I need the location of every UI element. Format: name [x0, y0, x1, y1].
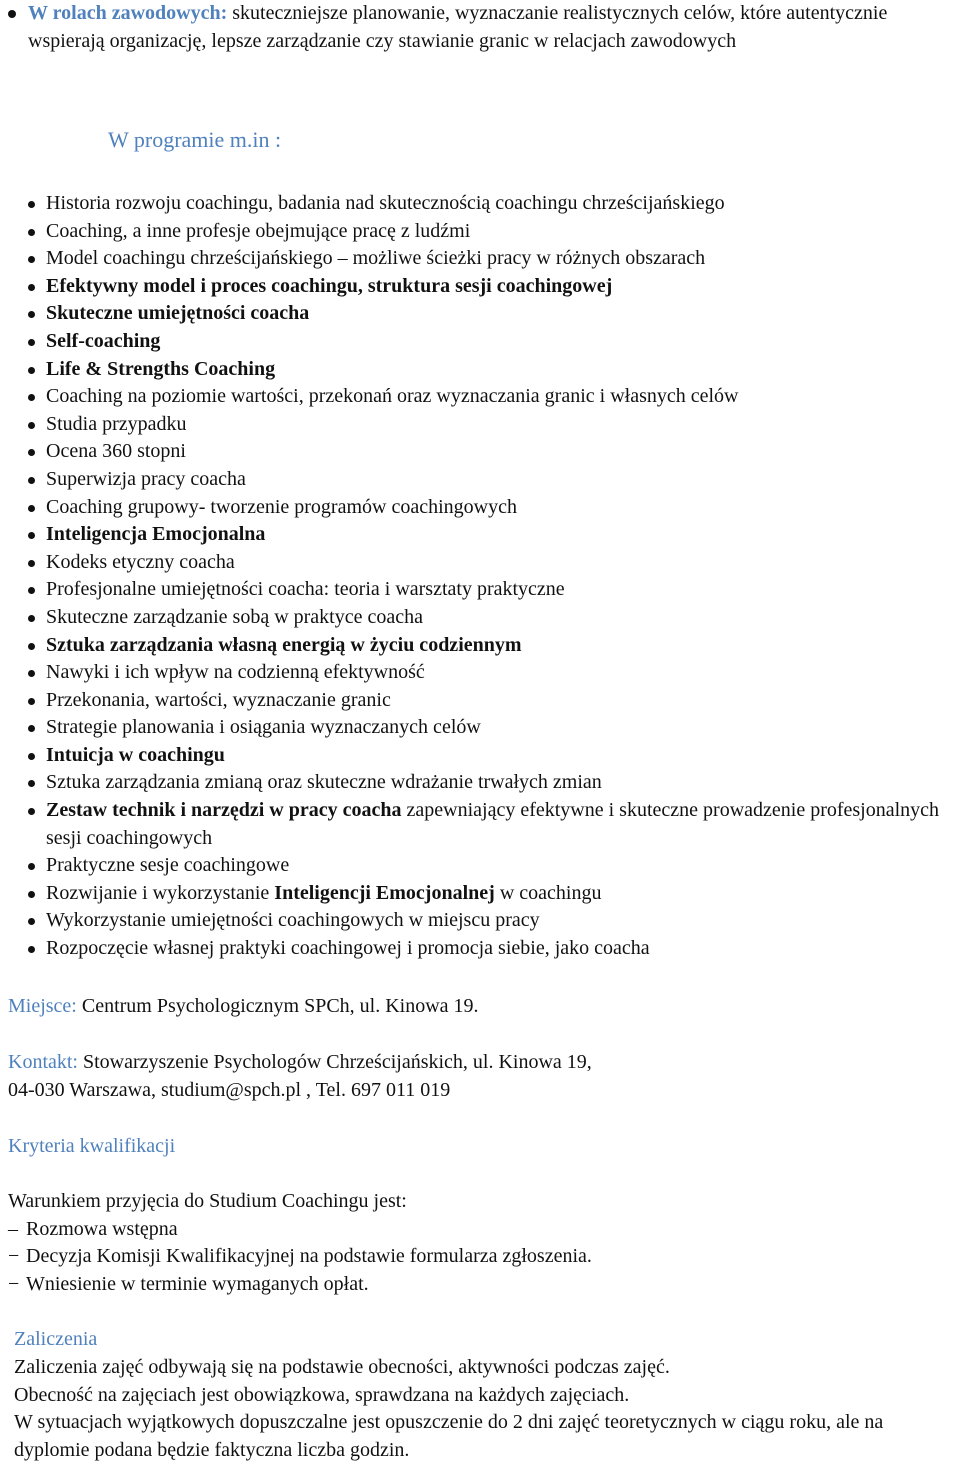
list-item-text: Profesjonalne umiejętności coacha: teoria i warsztaty praktyczne [46, 578, 565, 601]
list-item [0, 907, 960, 935]
bullet-dot-icon [28, 753, 35, 760]
kontakt-line1: Stowarzyszenie Psychologów Chrześcijańskich, ul. Kinowa 19, [78, 1051, 592, 1073]
zaliczenia-line: Zaliczenia zajęć odbywają się na podstawie obecności, aktywności podczas zajęć. [14, 1356, 670, 1378]
list-item-text: Model coachingu chrześcijańskiego – możliwe ścieżki pracy w różnych obszarach [46, 247, 706, 270]
bullet-dot-icon [28, 560, 35, 567]
dash-marker: − [8, 1245, 20, 1268]
list-item [0, 494, 960, 522]
list-item-text: Ocena 360 stopni [46, 440, 186, 463]
list-item-text: Coaching, a inne profesje obejmujące pracę z ludźmi [46, 219, 471, 242]
intro-text: skuteczniejsze planowanie, wyznaczanie realistycznych celów, które autentycznie wspierają organizację, lepsze zarządzanie czy stawianie granic w relacjach zawodowych [28, 2, 888, 52]
kontakt-paragraph [8, 1049, 948, 1104]
bullet-dot-icon [28, 449, 35, 456]
intro-bullet-item [8, 0, 960, 55]
list-item [0, 328, 960, 356]
list-item [0, 273, 960, 301]
list-item [0, 356, 960, 384]
bullet-dot-icon [28, 477, 35, 484]
list-item [0, 742, 960, 770]
list-item [0, 714, 960, 742]
list-item [0, 521, 960, 549]
kryteria-item [8, 1216, 948, 1244]
list-item-text: zapewniający efektywne i skuteczne prowadzenie profesjonalnych sesji coachingowych [46, 799, 940, 849]
zaliczenia-block [14, 1354, 894, 1464]
list-item [0, 245, 960, 273]
list-item [0, 935, 960, 963]
kryteria-heading: Kryteria kwalifikacji [8, 1135, 176, 1157]
list-item-text: Skuteczne umiejętności coacha [46, 302, 310, 325]
bullet-dot-icon [28, 863, 35, 870]
bullet-dot-icon [28, 725, 35, 732]
list-item-text: w coachingu [494, 881, 602, 904]
list-item-text: Strategie planowania i osiągania wyznaczanych celów [46, 716, 481, 739]
list-item [0, 218, 960, 246]
list-item [0, 411, 960, 439]
list-item-text: Life & Strengths Coaching [46, 357, 276, 380]
list-item-text: Sztuka zarządzania zmianą oraz skuteczne wdrażanie trwałych zmian [46, 771, 602, 794]
bullet-dot-icon [28, 505, 35, 512]
miejsce-paragraph [8, 993, 948, 1021]
list-item-text: Wykorzystanie umiejętności coachingowych w miejscu pracy [46, 909, 540, 932]
list-item [0, 604, 960, 632]
miejsce-label: Miejsce: [8, 995, 77, 1017]
list-item-text: Intuicja w coachingu [46, 743, 225, 766]
dash-marker: − [8, 1272, 20, 1295]
list-item-text: Efektywny model i proces coachingu, struktura sesji coachingowej [46, 274, 613, 297]
kryteria-item [8, 1271, 948, 1299]
kryteria-item-text: Decyzja Komisji Kwalifikacyjnej na podstawie formularza zgłoszenia. [26, 1245, 592, 1268]
program-list [0, 190, 960, 963]
list-item-text: Coaching na poziomie wartości, przekonań oraz wyznaczania granic i własnych celów [46, 385, 739, 408]
list-item [0, 797, 960, 852]
list-item-text: Rozpoczęcie własnej praktyki coachingowej i promocja siebie, jako coacha [46, 937, 650, 960]
bullet-dot-icon [28, 532, 35, 539]
list-item [0, 852, 960, 880]
list-item [0, 438, 960, 466]
kontakt-line2: 04-030 Warszawa, studium@spch.pl , Tel. 697 011 019 [8, 1078, 451, 1101]
bullet-dot-icon [28, 891, 35, 898]
list-item-text: Coaching grupowy- tworzenie programów coachingowych [46, 495, 517, 518]
list-item [0, 632, 960, 660]
list-item-text: Rozwijanie i wykorzystanie [46, 881, 275, 904]
list-item [0, 190, 960, 218]
list-item-text: Superwizja pracy coacha [46, 467, 246, 490]
list-item [0, 769, 960, 797]
list-item [0, 687, 960, 715]
list-item-text: Studia przypadku [46, 412, 187, 435]
bullet-dot-icon [28, 587, 35, 594]
list-item-text: Sztuka zarządzania własną energią w życiu codziennym [46, 633, 522, 656]
zaliczenia-line: Obecność na zajęciach jest obowiązkowa, sprawdzana na każdych zajęciach. [14, 1383, 630, 1406]
kryteria-item-text: Wniesienie w terminie wymaganych opłat. [26, 1272, 369, 1295]
bullet-dot-icon [28, 780, 35, 787]
list-item-text: Nawyki i ich wpływ na codzienną efektywność [46, 661, 425, 684]
list-item [0, 300, 960, 328]
bullet-dot-icon [28, 201, 35, 208]
bullet-dot-icon [28, 615, 35, 622]
kryteria-block [8, 1188, 948, 1298]
program-heading: W programie m.in : [108, 127, 282, 152]
list-item [0, 549, 960, 577]
bullet-dot-icon [28, 808, 35, 815]
list-item [0, 659, 960, 687]
bullet-dot-icon [28, 367, 35, 374]
list-item [0, 576, 960, 604]
bullet-dot-icon [28, 311, 35, 318]
list-item-text: Przekonania, wartości, wyznaczanie granic [46, 688, 391, 711]
list-item-bold-text: Zestaw technik i narzędzi w pracy coacha [46, 799, 402, 822]
list-item-text: Kodeks etyczny coacha [46, 550, 235, 573]
bullet-dot-icon [28, 256, 35, 263]
kontakt-label: Kontakt: [8, 1051, 78, 1073]
list-item-text: Self-coaching [46, 329, 161, 352]
list-item [0, 880, 960, 908]
list-item [0, 466, 960, 494]
bullet-dot-icon [28, 946, 35, 953]
bullet-dot-icon [28, 284, 35, 291]
miejsce-text: Centrum Psychologicznym SPCh, ul. Kinowa 19. [76, 995, 479, 1017]
kryteria-item-text: Rozmowa wstępna [26, 1217, 178, 1240]
list-item [0, 383, 960, 411]
bullet-dot-icon [28, 670, 35, 677]
dash-marker: – [8, 1217, 18, 1240]
zaliczenia-heading: Zaliczenia [14, 1328, 98, 1350]
bullet-dot-icon [28, 643, 35, 650]
bullet-dot-icon [28, 918, 35, 925]
bullet-dot-icon [28, 698, 35, 705]
kryteria-item [8, 1243, 948, 1271]
list-item-text: Skuteczne zarządzanie sobą w praktyce coacha [46, 605, 424, 628]
zaliczenia-line: W sytuacjach wyjątkowych dopuszczalne jest opuszczenie do 2 dni zajęć teoretycznych w ciągu roku, ale na dyplomie podana będzie faktyczna liczba godzin. [14, 1411, 884, 1461]
list-item-bold-text: Inteligencji Emocjonalnej [274, 881, 495, 904]
bullet-dot-icon [28, 394, 35, 401]
list-item-text: Praktyczne sesje coachingowe [46, 854, 290, 877]
list-item-text: Inteligencja Emocjonalna [46, 523, 266, 546]
intro-label: W rolach zawodowych: [28, 2, 228, 24]
bullet-dot-icon [8, 10, 16, 18]
bullet-dot-icon [28, 229, 35, 236]
kryteria-intro: Warunkiem przyjęcia do Studium Coachingu jest: [8, 1190, 407, 1212]
bullet-dot-icon [28, 339, 35, 346]
bullet-dot-icon [28, 422, 35, 429]
list-item-text: Historia rozwoju coachingu, badania nad skutecznością coachingu chrześcijańskiego [46, 192, 725, 214]
